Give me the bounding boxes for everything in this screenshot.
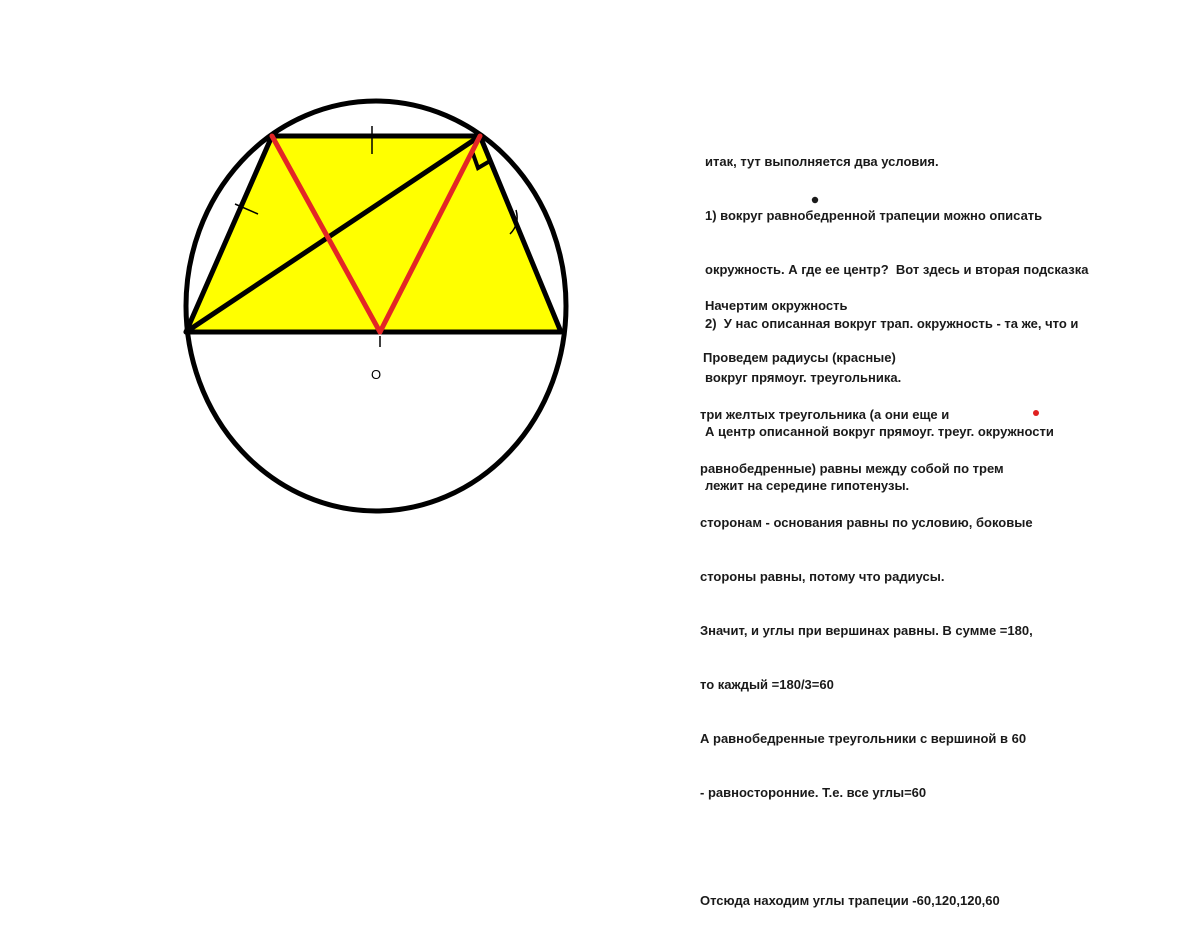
note-line: сторонам - основания равны по условию, боковые [700,515,1033,530]
note-line: - равносторонние. Т.е. все углы=60 [700,785,927,800]
note-line: А равнобедренные треугольники с вершиной в 60 [700,731,1027,746]
explanation-conclusion [700,370,1033,928]
note-line: вокруг прямоуг. треугольника. [705,370,902,385]
note-line: Отсюда находим углы трапеции -60,120,120,60 [700,893,1000,908]
note-line: 2) У нас описанная вокруг трап. окружность - та же, что и [705,316,1079,331]
note-line: А центр описанной вокруг прямоуг. треуг. окружности [705,424,1054,439]
note-line: Начертим окружность [705,298,848,313]
note-line: 1) вокруг равнобедренной трапеции можно описать [705,208,1043,223]
note-line: Проведем радиусы (красные) [703,350,896,365]
note-line: равнобедренные) равны между собой по трем [700,461,1004,476]
note-line: стороны равны, потому что радиусы. [700,569,945,584]
note-line [700,838,1033,856]
note-line: итак, тут выполняется два условия. [705,154,939,169]
trapezoid [186,136,561,332]
note-line: три желтых треугольника (а они еще и [700,407,950,422]
note-line: Значит, и углы при вершинах равны. В сумме =180, [700,623,1033,638]
note-line: то каждый =180/3=60 [700,677,834,692]
note-line: лежит на середине гипотенузы. [705,478,910,493]
red-marker-dot [1033,410,1039,416]
center-label: O [371,367,382,382]
note-line: окружность. А где ее центр? Вот здесь и вторая подсказка [705,262,1089,277]
